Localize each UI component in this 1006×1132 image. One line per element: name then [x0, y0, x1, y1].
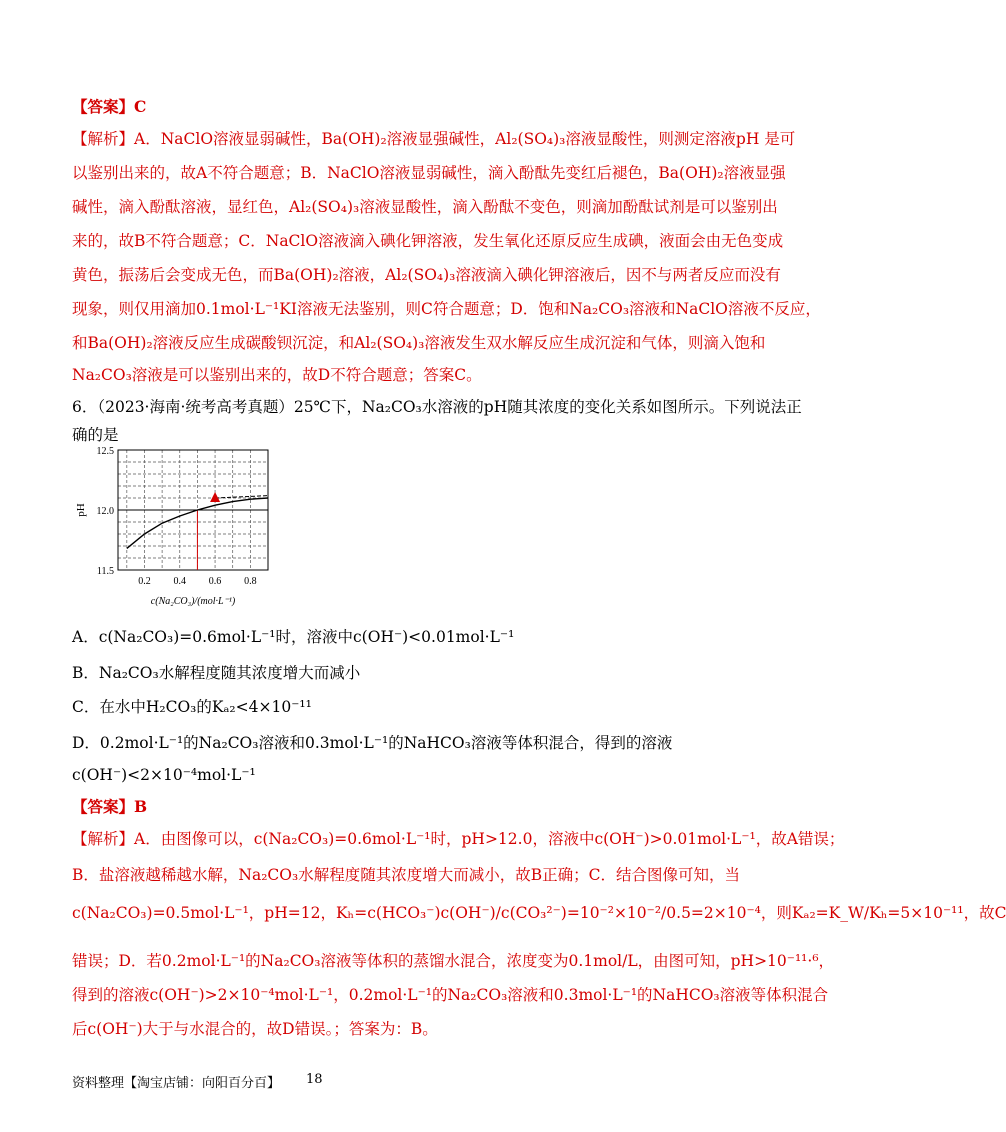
x-tick-label: 0.2	[138, 576, 151, 587]
question-line: 6．（2023·海南·统考高考真题）25℃下，Na₂CO₃水溶液的pH随其浓度的变化关系如图所示。下列说法正	[72, 398, 802, 416]
analysis-1-line: 以鉴别出来的，故A不符合题意；B．NaClO溶液显弱碱性，滴入酚酞先变红后褪色，Ba(OH)₂溶液显强	[72, 164, 786, 182]
analysis-2-line: B．盐溶液越稀越水解，Na₂CO₃水解程度随其浓度增大而减小，故B正确；C．结合图像可知，当	[72, 866, 740, 884]
marked-point	[210, 492, 220, 502]
y-tick-label: 12.5	[96, 446, 114, 457]
question-line: 确的是	[72, 426, 119, 444]
x-tick-label: 0.4	[173, 576, 187, 587]
ph-concentration-chart	[72, 442, 272, 610]
ref-line-dashed	[215, 496, 268, 498]
x-axis-label: c(Na₂CO₃)/(mol·L⁻¹)	[150, 596, 236, 607]
analysis-2-line: 得到的溶液c(OH⁻)>2×10⁻⁴mol·L⁻¹，0.2mol·L⁻¹的Na₂CO₃溶液和0.3mol·L⁻¹的NaHCO₃溶液等体积混合	[72, 986, 829, 1004]
x-tick-label: 0.8	[244, 576, 257, 587]
option-a: A．c(Na₂CO₃)=0.6mol·L⁻¹时，溶液中c(OH⁻)<0.01mol·L⁻¹	[72, 628, 515, 646]
page-number: 18	[306, 1072, 323, 1087]
analysis-1-line: 现象，则仅用滴加0.1mol·L⁻¹KI溶液无法鉴别，则C符合题意；D．饱和Na₂CO₃溶液和NaClO溶液不反应，	[72, 300, 821, 318]
analysis-2-line: 错误；D．若0.2mol·L⁻¹的Na₂CO₃溶液等体积的蒸馏水混合，浓度变为0.1mol/L，由图可知，pH>10⁻¹¹·⁶，	[72, 952, 835, 970]
chart-svg	[72, 442, 272, 610]
analysis-1-line: 和Ba(OH)₂溶液反应生成碳酸钡沉淀，和Al₂(SO₄)₃溶液发生双水解反应生成沉淀和气体，则滴入饱和	[72, 334, 766, 352]
answer-2: 【答案】B	[72, 797, 148, 816]
analysis-2-line: c(Na₂CO₃)=0.5mol·L⁻¹，pH=12，Kₕ=c(HCO₃⁻)c(OH⁻)/c(CO₃²⁻)=10⁻²×10⁻²/0.5=2×10⁻⁴，则Kₐ₂=K_W/Kₕ=5×10⁻¹¹，故C	[72, 904, 1006, 922]
analysis-1-line: 黄色，振荡后会变成无色，而Ba(OH)₂溶液，Al₂(SO₄)₃溶液滴入碘化钾溶液后，因不与两者反应而没有	[72, 266, 781, 284]
answer-1: 【答案】C	[72, 97, 147, 116]
analysis-2-line: 后c(OH⁻)大于与水混合的，故D错误。；答案为：B。	[72, 1020, 438, 1038]
x-tick-label: 0.6	[208, 576, 222, 587]
option-d-cont: c(OH⁻)<2×10⁻⁴mol·L⁻¹	[72, 766, 256, 784]
y-axis-label: pH	[75, 503, 87, 517]
analysis-1-line: 碱性，滴入酚酞溶液，显红色，Al₂(SO₄)₃溶液显酸性，滴入酚酞不变色，则滴加酚酞试剂是可以鉴别出	[72, 198, 778, 216]
y-tick-label: 12.0	[96, 506, 114, 517]
analysis-1-line: Na₂CO₃溶液是可以鉴别出来的，故D不符合题意；答案C。	[72, 366, 482, 384]
option-d: D．0.2mol·L⁻¹的Na₂CO₃溶液和0.3mol·L⁻¹的NaHCO₃溶液等体积混合，得到的溶液	[72, 734, 673, 752]
option-b: B．Na₂CO₃水解程度随其浓度增大而减小	[72, 664, 361, 682]
y-tick-label: 11.5	[96, 566, 114, 577]
analysis-1-line: 【解析】A．NaClO溶液显弱碱性，Ba(OH)₂溶液显强碱性，Al₂(SO₄)₃溶液显酸性，则测定溶液pH 是可	[72, 130, 796, 148]
analysis-2-line: 【解析】A．由图像可以，c(Na₂CO₃)=0.6mol·L⁻¹时，pH>12.0，溶液中c(OH⁻)>0.01mol·L⁻¹，故A错误；	[72, 830, 845, 848]
analysis-1-line: 来的，故B不符合题意；C．NaClO溶液滴入碘化钾溶液，发生氧化还原反应生成碘，液面会由无色变成	[72, 232, 784, 250]
option-c: C．在水中H₂CO₃的Kₐ₂<4×10⁻¹¹	[72, 698, 312, 716]
footer-source: 资料整理【淘宝店铺：向阳百分百】	[72, 1076, 281, 1091]
